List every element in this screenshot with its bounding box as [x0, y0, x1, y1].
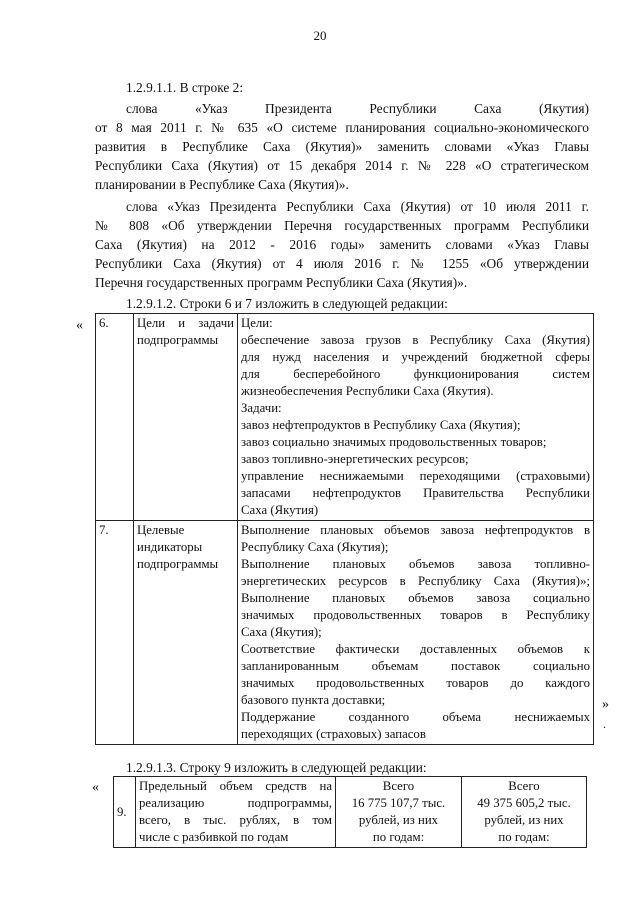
paragraph-line: слова «Указ Президента Республики Саха (Якутия)	[126, 101, 589, 116]
cell-line: индикаторы	[137, 540, 203, 554]
cell-line: 16 775 107,7 тыс.	[351, 796, 446, 810]
cell-line: 49 375 605,2 тыс.	[477, 796, 571, 810]
row-content	[238, 314, 594, 521]
close-quote: »	[602, 697, 609, 712]
cell-line: числе с разбивкой по годам	[139, 830, 289, 844]
paragraph-1	[95, 99, 589, 194]
open-quote: «	[76, 318, 83, 333]
cell-line: Предельный объем средств на	[139, 779, 332, 793]
paragraph-line: № 808 «Об утверждении Перечня государственных программ Республики	[95, 218, 589, 233]
total-cell-2	[462, 777, 587, 848]
cell-line: по годам:	[498, 830, 550, 844]
row-number: 7.	[96, 521, 134, 745]
cell-line: Всего	[382, 779, 415, 793]
cell-line: управление неснижаемыми переходящими (страховыми)	[241, 469, 590, 483]
table-row	[114, 777, 587, 848]
cell-line: запасами нефтепродуктов Правительства Республики	[241, 486, 590, 500]
cell-line: завоз социально значимых продовольственных товаров;	[241, 435, 547, 449]
cell-line: рублей, из них	[358, 813, 439, 827]
cell-line: переходящих (страховых) запасов	[241, 727, 426, 741]
cell-line: Задачи:	[241, 401, 282, 415]
open-quote-2: «	[92, 780, 99, 795]
total-cell-1	[336, 777, 462, 848]
paragraph-line: Саха (Якутия) на 2012 - 2016 годы» заменить словами «Указ Главы	[95, 237, 589, 252]
cell-line: Саха (Якутия)	[241, 503, 319, 517]
cell-line: Цели и задачи	[137, 316, 234, 330]
table-row	[96, 314, 594, 521]
paragraph-line: развития в Республике Саха (Якутия)» заменить словами «Указ Главы	[95, 139, 589, 154]
cell-line: значимых продовольственных товаров в Республику	[241, 608, 590, 622]
paragraph-line: Перечня государственных программ Республики Саха (Якутия)».	[95, 275, 468, 290]
table-row	[96, 521, 594, 745]
cell-line: жизнеобеспечения Республики Саха (Якутия).	[241, 384, 494, 398]
period-mark: .	[603, 717, 606, 731]
cell-line: завоз нефтепродуктов в Республику Саха (Якутия);	[241, 418, 521, 432]
cell-line: Саха (Якутия);	[241, 625, 322, 639]
page-number: 20	[313, 28, 327, 43]
cell-line: базового пункта доставки;	[241, 693, 386, 707]
cell-line: Цели:	[241, 316, 273, 330]
cell-line: Соответствие фактически доставленных объемов к	[241, 642, 590, 656]
section-heading-2: 1.2.9.1.2. Строки 6 и 7 изложить в следующей редакции:	[126, 296, 448, 311]
table-rows-6-7	[95, 313, 594, 745]
cell-line: подпрограммы	[137, 557, 219, 571]
row-label	[136, 777, 336, 848]
row-number: 9.	[114, 777, 136, 848]
paragraph-line: слова «Указ Президента Республики Саха (Якутия) от 10 июля 2011 г.	[126, 199, 589, 214]
cell-line: Республику Саха (Якутия);	[241, 540, 389, 554]
cell-line: всего, в тыс. рублях, в том	[139, 813, 332, 827]
paragraph-line: Республики Саха (Якутия) от 4 июля 2016 г. № 1255 «Об утверждении	[95, 256, 589, 271]
paragraph-line: от 8 мая 2011 г. № 635 «О системе планирования социально-экономического	[95, 120, 589, 135]
cell-line: обеспечение завоза грузов в Республику Саха (Якутия)	[241, 333, 590, 347]
row-number: 6.	[96, 314, 134, 521]
section-heading-3: 1.2.9.1.3. Строку 9 изложить в следующей редакции:	[126, 760, 427, 775]
row-content	[238, 521, 594, 745]
cell-line: завоз топливно-энергетических ресурсов;	[241, 452, 469, 466]
paragraph-line: планировании в Республике Саха (Якутия)».	[95, 177, 349, 192]
cell-line: Выполнение плановых объемов завоза нефтепродуктов в	[241, 523, 590, 537]
paragraph-2	[95, 197, 589, 292]
cell-line: Всего	[508, 779, 540, 793]
cell-line: Целевые	[137, 523, 185, 537]
row-label	[134, 521, 238, 745]
cell-line: Поддержание созданного объема неснижаемых	[241, 710, 590, 724]
cell-line: подпрограммы	[137, 333, 219, 347]
cell-line: рублей, из них	[484, 813, 564, 827]
cell-line: по годам:	[372, 830, 425, 844]
cell-line: для бесперебойного функционирования систем	[241, 367, 590, 381]
paragraph-line: Республики Саха (Якутия) от 15 декабря 2014 г. № 228 «О стратегическом	[95, 158, 589, 173]
cell-line: запланированным объемам поставок социально	[241, 659, 590, 673]
cell-line: реализацию подпрограммы,	[139, 796, 332, 810]
cell-line: Выполнение плановых объемов завоза социально	[241, 591, 590, 605]
cell-line: для нужд населения и учреждений бюджетной сферы	[241, 350, 590, 364]
cell-line: энергетических ресурсов в Республику Саха (Якутия)»;	[241, 574, 590, 588]
cell-line: Выполнение плановых объемов завоза топливно-	[241, 557, 590, 571]
row-label	[134, 314, 238, 521]
section-heading-1: 1.2.9.1.1. В строке 2:	[126, 80, 244, 95]
cell-line: значимых продовольственных товаров до каждого	[241, 676, 590, 690]
table-row-9	[113, 776, 587, 848]
